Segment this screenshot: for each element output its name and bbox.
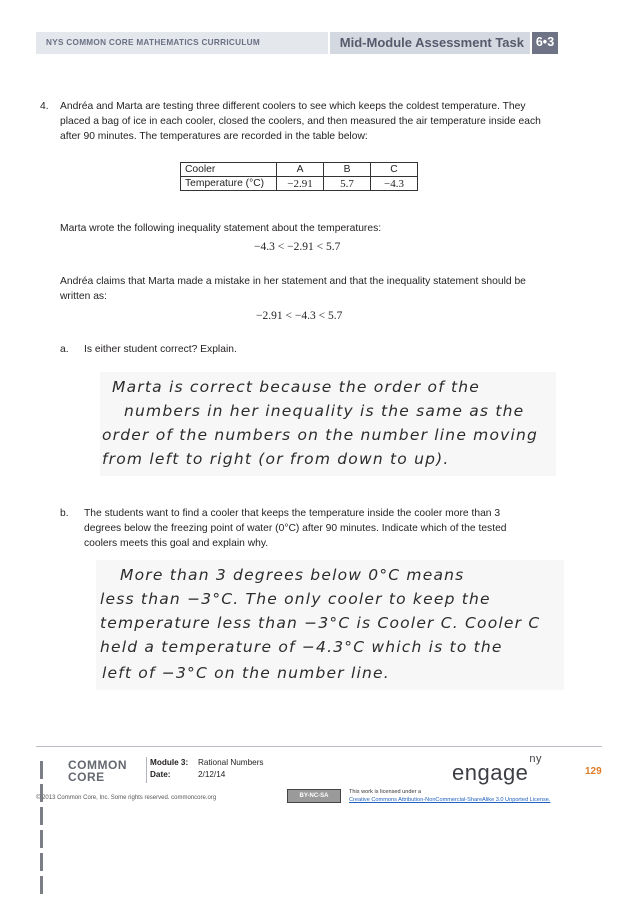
- answer-line: held a temperature of −4.3°C which is to the: [100, 638, 503, 656]
- task-banner: [330, 32, 530, 54]
- marta-inequality: −4.3 < −2.91 < 5.7: [254, 241, 341, 253]
- problem-intro-line-1: Andréa and Marta are testing three different coolers to see which keeps the coldest temperature. They: [60, 101, 526, 112]
- answer-line: More than 3 degrees below 0°C means: [120, 566, 465, 584]
- problem-intro-line-2: placed a bag of ice in each cooler, closed the coolers, and then measured the air temperature inside each: [60, 116, 541, 127]
- date-value: 2/12/14: [198, 770, 226, 779]
- table-cell: Temperature (°C): [181, 177, 277, 191]
- curriculum-banner: [36, 32, 328, 54]
- table-cell: −4.3: [371, 177, 418, 191]
- temperature-table: [180, 162, 418, 191]
- part-b-question-line-1: The students want to find a cooler that keeps the temperature inside the cooler more than 3: [84, 508, 501, 519]
- part-b-question-line-2: degrees below the freezing point of water (0°C) after 90 minutes. Indicate which of the tested: [84, 523, 507, 534]
- grade-badge: [532, 32, 558, 54]
- copyright: © 2013 Common Core, Inc. Some rights reserved. commoncore.org: [36, 795, 217, 801]
- answer-line: temperature less than −3°C is Cooler C. Cooler C: [100, 614, 541, 632]
- answer-line: order of the numbers on the number line moving: [102, 426, 539, 444]
- page-header: [36, 32, 558, 54]
- answer-line: from left to right (or from down to up).: [102, 450, 450, 468]
- part-b-answer: [96, 560, 564, 690]
- answer-line: less than −3°C. The only cooler to keep the: [100, 590, 491, 608]
- part-a-question: Is either student correct? Explain.: [84, 344, 237, 355]
- part-a-answer: [100, 372, 556, 476]
- footer-rule: [36, 746, 602, 747]
- table-cell: −2.91: [277, 177, 324, 191]
- license-link[interactable]: Creative Commons Attribution-NonCommercial-ShareAlike 3.0 Unported License.: [349, 797, 551, 803]
- module-value: Rational Numbers: [198, 758, 264, 767]
- engageny-logo: [452, 752, 543, 786]
- answer-line: numbers in her inequality is the same as the: [124, 402, 525, 420]
- logo-line-2: CORE: [68, 770, 105, 784]
- curriculum-title: NYS COMMON CORE MATHEMATICS CURRICULUM: [46, 38, 260, 47]
- andrea-intro-line-2: written as:: [60, 291, 107, 302]
- table-cell: C: [371, 163, 418, 177]
- marta-intro: Marta wrote the following inequality statement about the temperatures:: [60, 223, 382, 234]
- logo-bars-icon: [40, 761, 44, 899]
- part-a-label: a.: [60, 344, 69, 355]
- table-cell: A: [277, 163, 324, 177]
- table-cell: Cooler: [181, 163, 277, 177]
- grade-label: 6•3: [535, 35, 555, 49]
- brand-sup: ny: [529, 752, 543, 765]
- problem-number: 4.: [40, 101, 49, 112]
- task-title: Mid-Module Assessment Task: [339, 35, 524, 50]
- andrea-intro-line-1: Andréa claims that Marta made a mistake in her statement and that the inequality statement should be: [60, 276, 526, 287]
- table-cell: B: [324, 163, 371, 177]
- table-row: [181, 177, 418, 191]
- brand-text: engage: [452, 760, 529, 785]
- cc-license-badge: BY-NC-SA: [287, 789, 341, 803]
- problem-intro-line-3: after 90 minutes. The temperatures are recorded in the table below:: [60, 131, 368, 142]
- footer-divider: [146, 757, 147, 783]
- module-key: Module 3:: [150, 758, 189, 767]
- part-b-label: b.: [60, 508, 69, 519]
- table-row: [181, 163, 418, 177]
- license-line-1: This work is licensed under a: [349, 789, 422, 795]
- footer-meta: [150, 757, 264, 781]
- logo-text: [68, 759, 127, 783]
- part-b-question-line-3: coolers meets this goal and explain why.: [84, 538, 269, 549]
- page-number: 129: [585, 766, 602, 777]
- date-key: Date:: [150, 770, 171, 779]
- answer-line: left of −3°C on the number line.: [102, 664, 390, 682]
- license-notice: [349, 788, 550, 804]
- logo-line-1: COMMON: [68, 758, 127, 772]
- table-cell: 5.7: [324, 177, 371, 191]
- answer-line: Marta is correct because the order of the: [112, 378, 481, 396]
- andrea-inequality: −2.91 < −4.3 < 5.7: [256, 310, 343, 322]
